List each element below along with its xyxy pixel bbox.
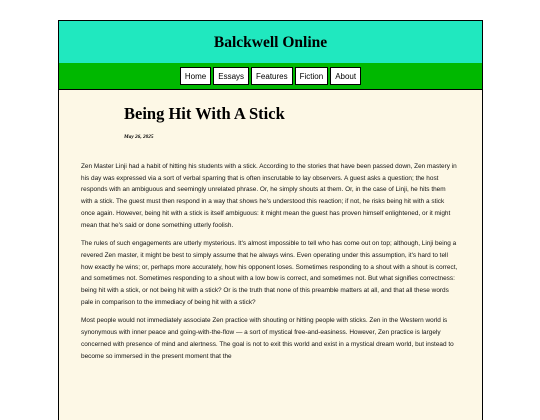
article-paragraph: Most people would not immediately associate Zen practice with shouting or hitting people with sticks. Zen in the Western world is synonymous with inner peace and going-with-the-flow — a sort of mystical free-and-easiness. However, Zen practice is largely concerned with presence of mind and alertness. The goal is not to exit this world and exist in a mystical dream world, but instead to become so immersed in the present moment that the: [81, 317, 454, 360]
nav-about-link[interactable]: About: [330, 67, 361, 85]
nav-features-link[interactable]: Features: [251, 67, 293, 85]
article-paragraph: Zen Master Linji had a habit of hitting his students with a stick. According to the stories that have been passed down, Zen mastery in his day was expressed via a sort of verbal sparring that is often inscrutable to lay observers. A guest asks a question; the host responds with an ambiguous and seemingly unrelated phrase. Or, he simply shouts at them. Or, in the case of Linji, he hits them with a stick. The guest must then respond in a way that shows he's understood this reaction; if not, he risks being hit with a stick once again. However, being hit with a stick is itself ambiguous: it might mean the guest has proven himself enlightened, or it might mean that he's said or done something utterly foolish.: [81, 163, 457, 229]
nav-bar: [59, 63, 482, 90]
page-frame: [58, 20, 483, 420]
nav-home-link[interactable]: Home: [180, 67, 211, 85]
site-title[interactable]: Balckwell Online: [213, 33, 328, 51]
article-date: May 26, 2025: [124, 134, 154, 140]
article-title: Being Hit With A Stick: [124, 104, 285, 123]
article: [81, 90, 458, 362]
nav-fiction-link[interactable]: Fiction: [295, 67, 329, 85]
nav-essays-link[interactable]: Essays: [213, 67, 249, 85]
masthead: [59, 20, 482, 64]
article-paragraph: The rules of such engagements are utterly mysterious. It's almost impossible to tell who has come out on top; although, Linji being a revered Zen master, it might be best to simply assume that he always wins. Even operating under this assumption, it's hard to tell how exactly he wins; or, perhaps more accurately, how his opponent loses. Sometimes responding to a shout with a shout is correct, and sometimes not. Sometimes responding to a shout with a low bow is correct, and sometimes not. But what signifies correctness: being hit with a stick, or not being hit with a stick? Or is the truth that none of this preamble matters at all, and that all these words pale in comparison to the immediacy of being hit with a stick?: [81, 240, 458, 306]
